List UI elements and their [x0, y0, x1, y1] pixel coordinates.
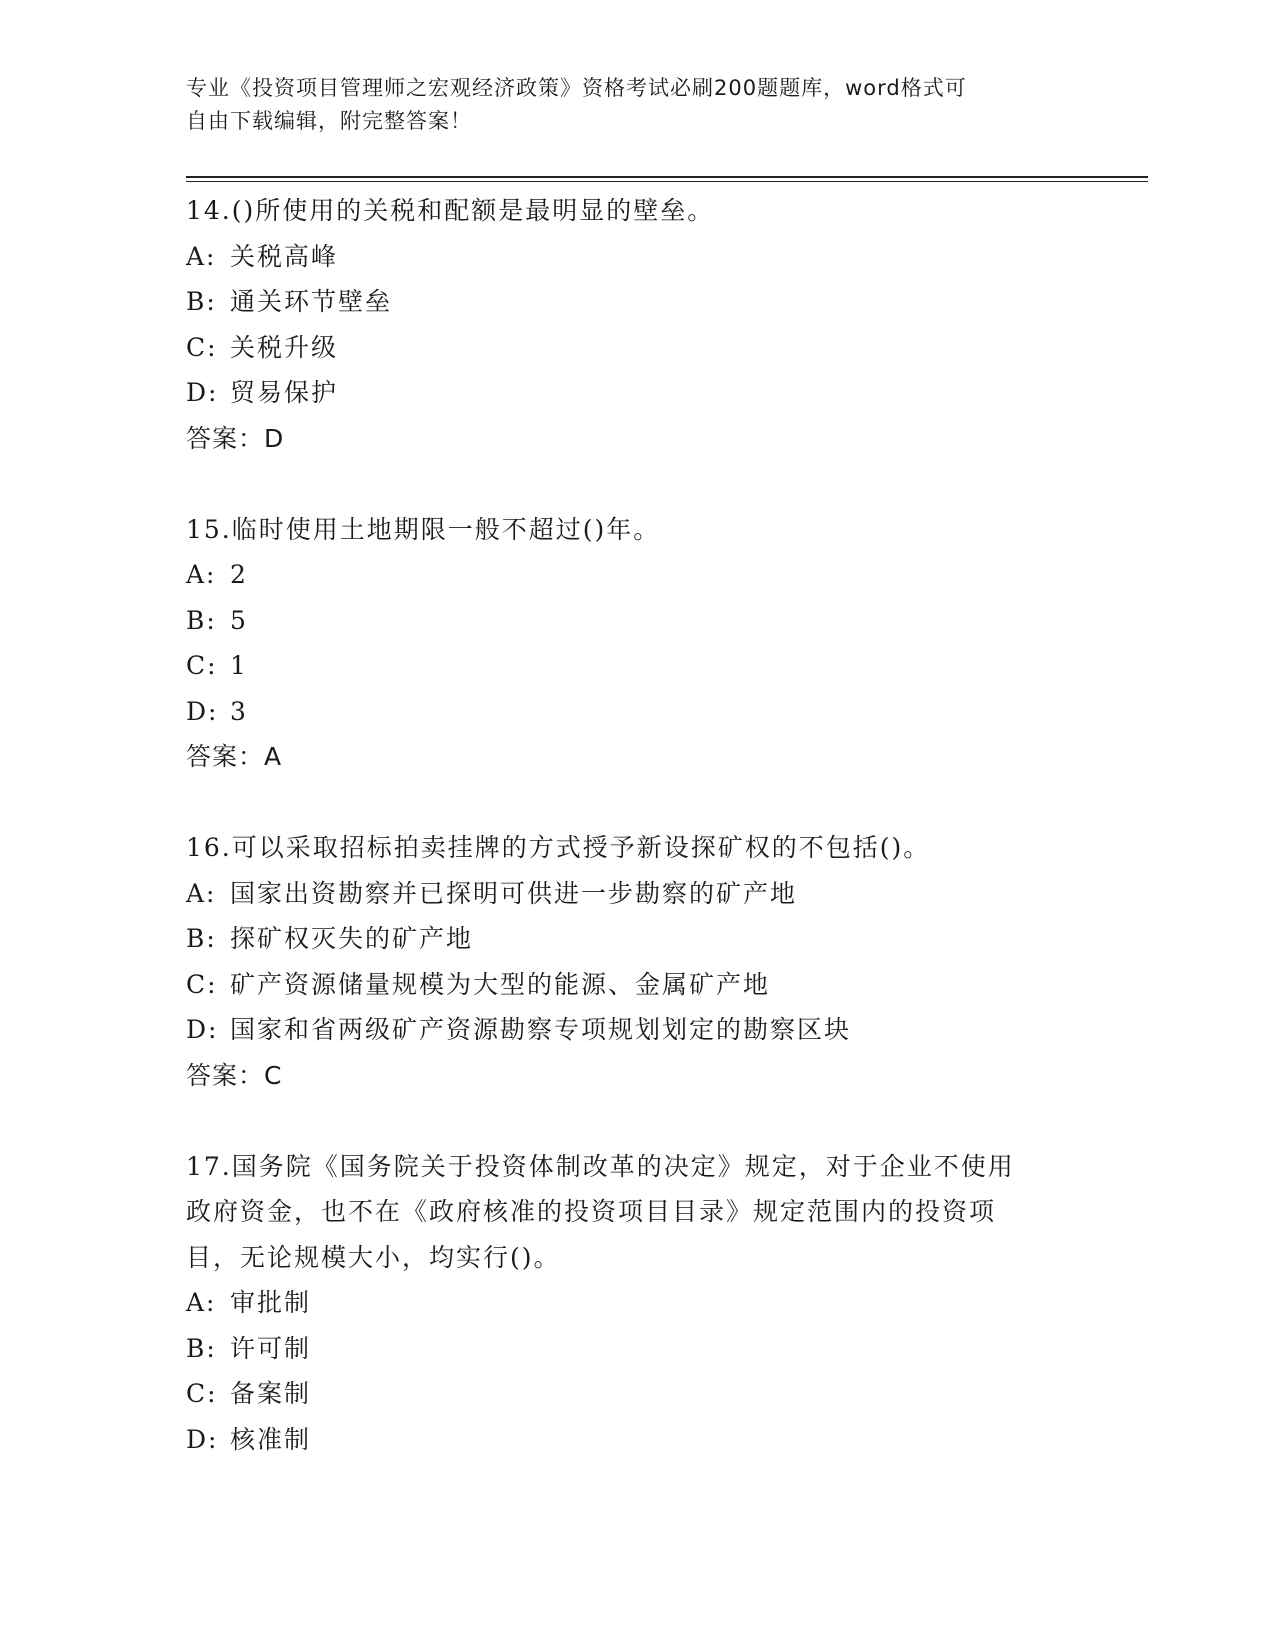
- option-text: 2: [230, 560, 248, 589]
- option-d: [186, 1417, 1086, 1463]
- option-c: [186, 643, 1086, 689]
- option-b: [186, 598, 1086, 644]
- option-a: [186, 871, 1086, 917]
- answer-line: 答案：D: [186, 423, 285, 453]
- option-c: [186, 1371, 1086, 1417]
- spacer: [186, 1098, 1086, 1144]
- option-c: [186, 962, 1086, 1008]
- option-a: [186, 552, 1086, 598]
- question-15: [186, 507, 1086, 780]
- option-key: D:: [186, 1424, 219, 1454]
- spacer: [186, 780, 1086, 826]
- option-a: [186, 1280, 1086, 1326]
- question-stem-line-1: 17.国务院《国务院关于投资体制改革的决定》规定，对于企业不使用: [186, 1151, 1015, 1181]
- question-17: [186, 1144, 1086, 1463]
- header-divider-thick: [186, 176, 1148, 178]
- answer-line: 答案：A: [186, 742, 283, 771]
- option-b: [186, 916, 1086, 962]
- option-key: D:: [186, 1015, 219, 1044]
- option-key: A:: [186, 1288, 217, 1317]
- option-b: [186, 1326, 1086, 1372]
- question-stem: 15.临时使用土地期限一般不超过()年。: [186, 514, 661, 544]
- option-text: 贸易保护: [230, 378, 339, 407]
- option-text: 5: [230, 605, 248, 635]
- header-line-2: 自由下载编辑，附完整答案！: [186, 109, 472, 133]
- option-d: [186, 1007, 1086, 1053]
- option-text: 备案制: [230, 1379, 312, 1408]
- question-stem: 16.可以采取招标拍卖挂牌的方式授予新设探矿权的不包括()。: [186, 833, 931, 862]
- option-text: 审批制: [230, 1288, 312, 1317]
- question-16: [186, 825, 1086, 1098]
- question-stem: 14.()所使用的关税和配额是最明显的壁垒。: [186, 196, 715, 225]
- option-text: 核准制: [230, 1424, 312, 1454]
- option-key: A:: [186, 878, 217, 908]
- option-key: A:: [186, 241, 217, 271]
- header-line-1: 专业《投资项目管理师之宏观经济政策》资格考试必刷200题题库，word格式可: [186, 76, 967, 100]
- answer-line: 答案：C: [186, 1060, 283, 1090]
- option-text: 3: [230, 696, 248, 726]
- option-key: D:: [186, 378, 219, 407]
- option-d: [186, 370, 1086, 416]
- option-key: B:: [186, 924, 217, 953]
- option-key: C:: [186, 969, 218, 999]
- option-key: C:: [186, 1379, 218, 1408]
- option-key: C:: [186, 651, 218, 680]
- option-d: [186, 689, 1086, 735]
- option-text: 国家和省两级矿产资源勘察专项规划划定的勘察区块: [230, 1015, 852, 1044]
- option-text: 矿产资源储量规模为大型的能源、金属矿产地: [230, 969, 771, 999]
- option-key: B:: [186, 1333, 217, 1363]
- option-text: 通关环节壁垒: [230, 287, 393, 316]
- option-key: C:: [186, 332, 218, 362]
- option-a: [186, 234, 1086, 280]
- option-text: 许可制: [230, 1333, 312, 1363]
- option-text: 关税高峰: [230, 241, 339, 271]
- option-text: 1: [230, 651, 248, 680]
- question-14: [186, 188, 1086, 461]
- option-key: A:: [186, 560, 217, 589]
- document-header: [186, 72, 1066, 138]
- option-key: B:: [186, 605, 217, 635]
- question-list: [186, 188, 1086, 1462]
- option-text: 探矿权灭失的矿产地: [230, 924, 474, 953]
- option-c: [186, 325, 1086, 371]
- question-stem-line-3: 目，无论规模大小，均实行()。: [186, 1242, 561, 1272]
- question-stem-line-2: 政府资金，也不在《政府核准的投资项目目录》规定范围内的投资项: [186, 1197, 997, 1226]
- header-divider-thin: [186, 181, 1148, 182]
- option-text: 国家出资勘察并已探明可供进一步勘察的矿产地: [230, 878, 798, 908]
- option-key: B:: [186, 287, 217, 316]
- spacer: [186, 461, 1086, 507]
- option-text: 关税升级: [230, 332, 339, 362]
- option-key: D:: [186, 696, 219, 726]
- option-b: [186, 279, 1086, 325]
